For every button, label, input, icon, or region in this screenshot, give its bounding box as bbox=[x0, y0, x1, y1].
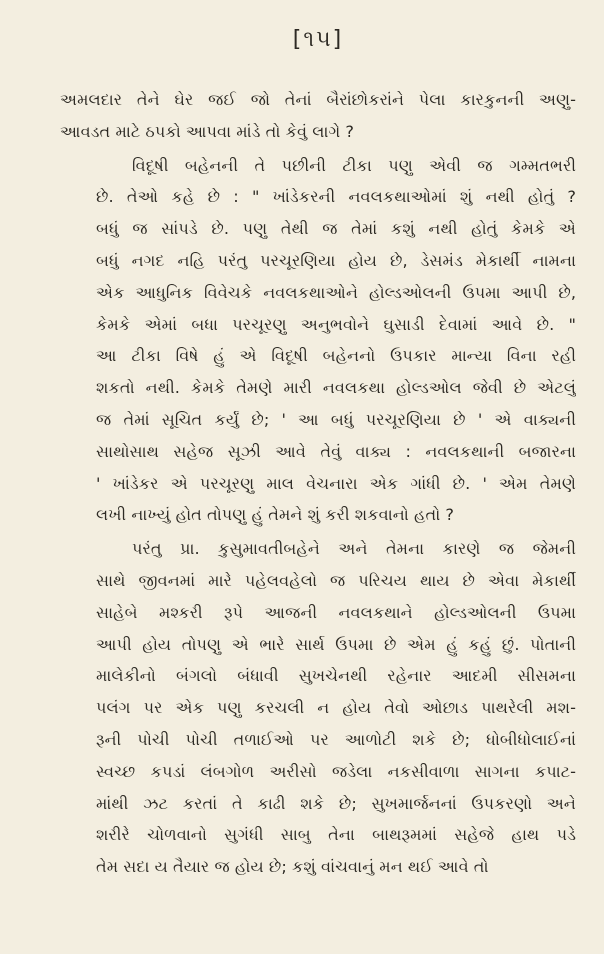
text-line: સ્વચ્છ કપડાં લંબગોળ અરીસો જડેલા નકસીવાળા સાગના કપાટ- bbox=[96, 761, 576, 781]
text-line: શકતો નથી. કેમકે તેમણે મારી નવલકથા હોલ્ડઓલ જેવી છે એટલું bbox=[96, 378, 576, 398]
text-line: અમલદાર તેને ઘેર જઈ જો તેનાં બૈરાંછોકરાંને પેલા કારકુનની અણુ- bbox=[60, 90, 576, 109]
text-line: ' ખાંડેકર એ પરચૂરણુ માલ વેચનારા એક ગાંધી છે. ' એમ તેમણે bbox=[96, 473, 576, 493]
paragraph bbox=[60, 84, 576, 148]
text-line: લખી નાખ્યું હોત તોપણુ હું તેમને શું કરી શકવાનો હતો ? bbox=[96, 505, 455, 525]
text-line: બધું નગદ નહિ પરંતુ પરચૂરણિયા હોય છે, ડેસમંડ મેકાર્થી નામના bbox=[96, 250, 576, 270]
text-line: એક આધુનિક વિવેચકે નવલકથાઓને હોલ્ડઓલની ઉપમા આપી છે, bbox=[96, 282, 576, 302]
text-line: આપી હોય તોપણુ એ ભારે સાર્થ ઉપમા છે એમ હું કહું છું. પોતાની bbox=[96, 634, 576, 654]
text-line: સાથોસાથ સહેજ સૂઝી આવે તેવું વાક્ય : નવલકથાની બજારના bbox=[96, 441, 576, 461]
text-line: માલેકીનો બંગલો બંધાવી સુખચેનથી રહેનાર આદમી સીસમના bbox=[96, 666, 576, 686]
text-line: સાથે જીવનમાં મારે પહેલવહેલો જ પરિચય થાય છે એવા મેકાર્થી bbox=[96, 570, 576, 590]
paragraph bbox=[60, 533, 576, 883]
text-line: છે. તેઓ કહે છે : " ખાંડેકરની નવલકથાઓમાં શું નથી હોતું ? bbox=[96, 187, 576, 207]
text-line: આ ટીકા વિષે હું એ વિદૂષી બહેનનો ઉપકાર માન્યા વિના રહી bbox=[96, 346, 576, 366]
text-line: શરીરે ચોળવાનો સુગંધી સાબુ તેના બાથરૂમમાં સહેજે હાથ પડે bbox=[96, 825, 576, 845]
text-line: સાહેબે મશ્કરી રૂપે આજની નવલકથાને હોલ્ડઓલની ઉપમા bbox=[96, 602, 576, 622]
text-line: પલંગ પર એક પણુ કરચલી ન હોય તેવો ઓછાડ પાથરેલી મશ- bbox=[96, 698, 576, 718]
text-line: રૂની પોચી પોચી તળાઈઓ પર આળોટી શકે છે; ધોબીધોલાઈનાં bbox=[96, 729, 576, 749]
page-number: [૧૫] bbox=[292, 27, 344, 52]
text-line: વિદૂષી બહેનની તે પછીની ટીકા પણુ એવી જ ગમ્મતભરી bbox=[132, 155, 576, 175]
text-line: તેમ સદા ય તૈયાર જ હોય છે; કશું વાંચવાનું મન થઈ આવે તો bbox=[96, 857, 489, 877]
text-line: કેમકે એમાં બધા પરચૂરણુ અનુભવોને ઘુસાડી દેવામાં આવે છે. " bbox=[96, 314, 576, 334]
text-line: આવડત માટે ઠપકો આપવા માંડે તો કેવું લાગે ? bbox=[60, 121, 355, 141]
body-text bbox=[60, 84, 576, 883]
text-line: પરંતુ પ્રા. કુસુમાવતીબહેને અને તેમના કારણે જ જેમની bbox=[132, 539, 576, 559]
text-line: માંથી ઝટ કરતાં તે કાઢી શકે છે; સુખમાર્જનનાં ઉપકરણો અને bbox=[96, 793, 576, 813]
paragraph bbox=[60, 150, 576, 532]
text-line: જ તેમાં સૂચિત કર્યું છે; ' આ બધું પરચૂરણિયા છે ' એ વાક્યની bbox=[96, 409, 576, 429]
text-line: બધું જ સાંપડે છે. પણુ તેથી જ તેમાં કશું નથી હોતું કેમકે એ bbox=[96, 219, 576, 239]
